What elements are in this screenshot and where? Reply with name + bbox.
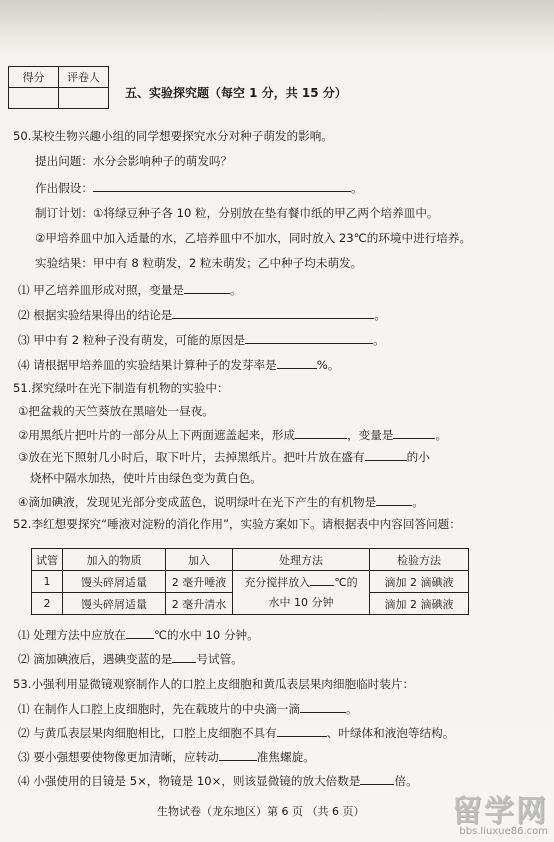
q50-sub2-text: ⑵ 根据实验结果得出的结论是 — [18, 308, 173, 322]
q51-step2 — [18, 426, 447, 443]
substance-cell: 馒头碎屑适量 — [63, 571, 166, 593]
grader-cell — [59, 88, 109, 109]
process-text-c: 水中 10 分钟 — [268, 595, 334, 609]
table-header: 加入的物质 — [63, 549, 166, 571]
section-title: 五、实验探究题（每空 1 分，共 15 分） — [125, 86, 347, 100]
test-cell: 滴加 2 滴碘液 — [370, 571, 469, 593]
q50-sub1-end: 。 — [230, 283, 242, 297]
q50-sub1-blank — [184, 281, 230, 294]
q52-sub1-blank — [126, 626, 154, 639]
process-text-b: ℃的 — [334, 575, 358, 589]
q53-sub4-end: 倍。 — [394, 774, 418, 788]
added-cell: 2 毫升唾液 — [166, 571, 233, 593]
tube-cell: 1 — [32, 571, 63, 593]
q53-sub2-blank — [277, 724, 327, 737]
q52-sub1 — [18, 626, 259, 643]
q50-sub2-blank — [172, 306, 374, 319]
q52-sub2 — [18, 650, 243, 667]
score-label: 得分 — [9, 67, 59, 88]
q53-sub3-text: ⑶ 要小强想要使物像更加清晰，应转动 — [18, 750, 219, 764]
q51-step2-blank1 — [295, 426, 347, 439]
process-text-a: 充分搅拌放入 — [244, 575, 311, 589]
q51-step1: ①把盆栽的天竺葵放在黑暗处一昼夜。 — [18, 404, 214, 418]
q50-sub3 — [18, 331, 385, 348]
q53-sub2 — [18, 724, 454, 741]
score-table — [8, 66, 109, 109]
q50-sub3-blank — [245, 331, 373, 344]
test-cell: 滴加 2 滴碘液 — [370, 593, 469, 615]
q50-hypothesis-blank — [93, 179, 351, 192]
q53-sub1-text: ⑴ 在制作人口腔上皮细胞时，先在载玻片的中央滴一滴 — [18, 702, 300, 716]
table-header: 试管 — [32, 549, 63, 571]
q50-sub4-end: %。 — [316, 358, 340, 372]
q53-sub1 — [18, 700, 358, 717]
top-bleed-through — [0, 0, 554, 55]
q51-step2-mid: ，变量是 — [347, 428, 394, 442]
q51-step3-blank — [365, 448, 407, 461]
q50-sub1 — [18, 281, 242, 298]
q50-sub2-end: 。 — [374, 308, 387, 322]
q53-sub3 — [18, 748, 315, 765]
q53-sub1-end: 。 — [345, 702, 358, 716]
process-cell — [233, 571, 370, 615]
q52-sub1-text: ⑴ 处理方法中应放在 — [18, 628, 127, 642]
watermark-url: bbs.liuxue86.com — [459, 826, 548, 837]
q51-step3-end: 的小 — [406, 450, 430, 464]
page-footer: 生物试卷（龙东地区）第 6 页 （共 6 页） — [157, 805, 365, 818]
q51-step4 — [18, 493, 424, 510]
q52-sub2-blank — [172, 650, 196, 663]
q52-sub2-text: ⑵ 滴加碘液后，遇碘变蓝的是 — [18, 652, 173, 666]
added-cell: 2 毫升清水 — [166, 593, 233, 615]
q50-question: 提出问题：水分会影响种子的萌发吗？ — [35, 154, 233, 168]
q51-step4-blank — [376, 493, 412, 506]
q53-sub2-text: ⑵ 与黄瓜表层果肉细胞相比，口腔上皮细胞不具有 — [18, 726, 277, 740]
q50-intro: 50.某校生物兴趣小组的同学想要探究水分对种子萌发的影响。 — [13, 129, 333, 143]
substance-cell: 馒头碎屑适量 — [63, 593, 166, 615]
experiment-table — [31, 548, 469, 615]
q53-intro: 53.小强利用显微镜观察制作人的口腔上皮细胞和黄瓜表层果肉细胞临时装片： — [13, 677, 415, 691]
q50-sub4-blank — [277, 356, 317, 369]
q50-sub2 — [18, 306, 386, 323]
grader-label: 评卷人 — [59, 67, 109, 88]
q53-sub4-text: ⑷ 小强使用的目镜是 5×，物镜是 10×，则该显微镜的放大倍数是 — [18, 774, 361, 788]
q53-sub1-blank — [300, 700, 346, 713]
q53-sub2-end: 、叶绿体和液泡等结构。 — [326, 726, 455, 740]
process-blank — [310, 573, 334, 586]
q50-plan2: ②甲培养皿中加入适量的水，乙培养皿中不加水，同时放入 23℃的环境中进行培养。 — [35, 231, 472, 245]
table-header: 检验方法 — [370, 549, 469, 571]
q53-sub3-blank — [219, 748, 257, 761]
q51-step2-end: 。 — [435, 428, 448, 442]
q51-step4-end: 。 — [412, 495, 424, 509]
watermark-logo: 留学网 — [452, 794, 548, 829]
score-cell — [9, 88, 59, 109]
table-row — [32, 571, 469, 593]
q51-step3-cont: 烧杯中隔水加热，使叶片由绿色变为黄白色。 — [30, 471, 262, 485]
q51-step3 — [18, 448, 430, 465]
q50-result: 实验结果：甲中有 8 粒萌发，2 粒未萌发；乙中种子均未萌发。 — [35, 256, 363, 270]
q51-step4-text: ④滴加碘液，发现见光部分变成蓝色，说明绿叶在光下产生的有机物是 — [18, 495, 377, 509]
q50-sub3-end: 。 — [373, 333, 385, 347]
q51-intro: 51.探究绿叶在光下制造有机物的实验中： — [13, 381, 229, 395]
watermark — [452, 786, 548, 837]
q53-sub3-end: 准焦螺旋。 — [256, 750, 315, 764]
q50-sub1-text: ⑴ 甲乙培养皿形成对照，变量是 — [18, 283, 184, 297]
q50-hypothesis-label: 作出假设： — [35, 181, 93, 195]
q52-sub2-end: 号试管。 — [196, 652, 243, 666]
q50-sub3-text: ⑶ 甲中有 2 粒种子没有萌发，可能的原因是 — [18, 333, 246, 347]
q50-hypothesis: 作出假设： 。 — [35, 181, 363, 195]
table-header-row — [32, 549, 469, 571]
q51-step3-text: ③放在光下照射几小时后，取下叶片，去掉黑纸片。把叶片放在盛有 — [18, 450, 365, 464]
q53-sub4 — [18, 772, 418, 789]
table-header: 处理方法 — [233, 549, 370, 571]
q51-step2-blank2 — [393, 426, 435, 439]
q52-sub1-end: ℃的水中 10 分钟。 — [154, 628, 259, 642]
q50-plan1: 制订计划：①将绿豆种子各 10 粒，分别放在垫有餐巾纸的甲乙两个培养皿中。 — [35, 206, 439, 220]
q52-intro: 52.李红想要探究“唾液对淀粉的消化作用”，实验方案如下。请根据表中内容回答问题： — [13, 517, 461, 531]
q50-sub4 — [18, 356, 339, 373]
q53-sub4-blank — [360, 772, 394, 785]
tube-cell: 2 — [32, 593, 63, 615]
table-header: 加入 — [166, 549, 233, 571]
q50-sub4-text: ⑷ 请根据甲培养皿的实验结果计算种子的发芽率是 — [18, 358, 277, 372]
q51-step2-text: ②用黑纸片把叶片的一部分从上下两面遮盖起来，形成 — [18, 428, 296, 442]
